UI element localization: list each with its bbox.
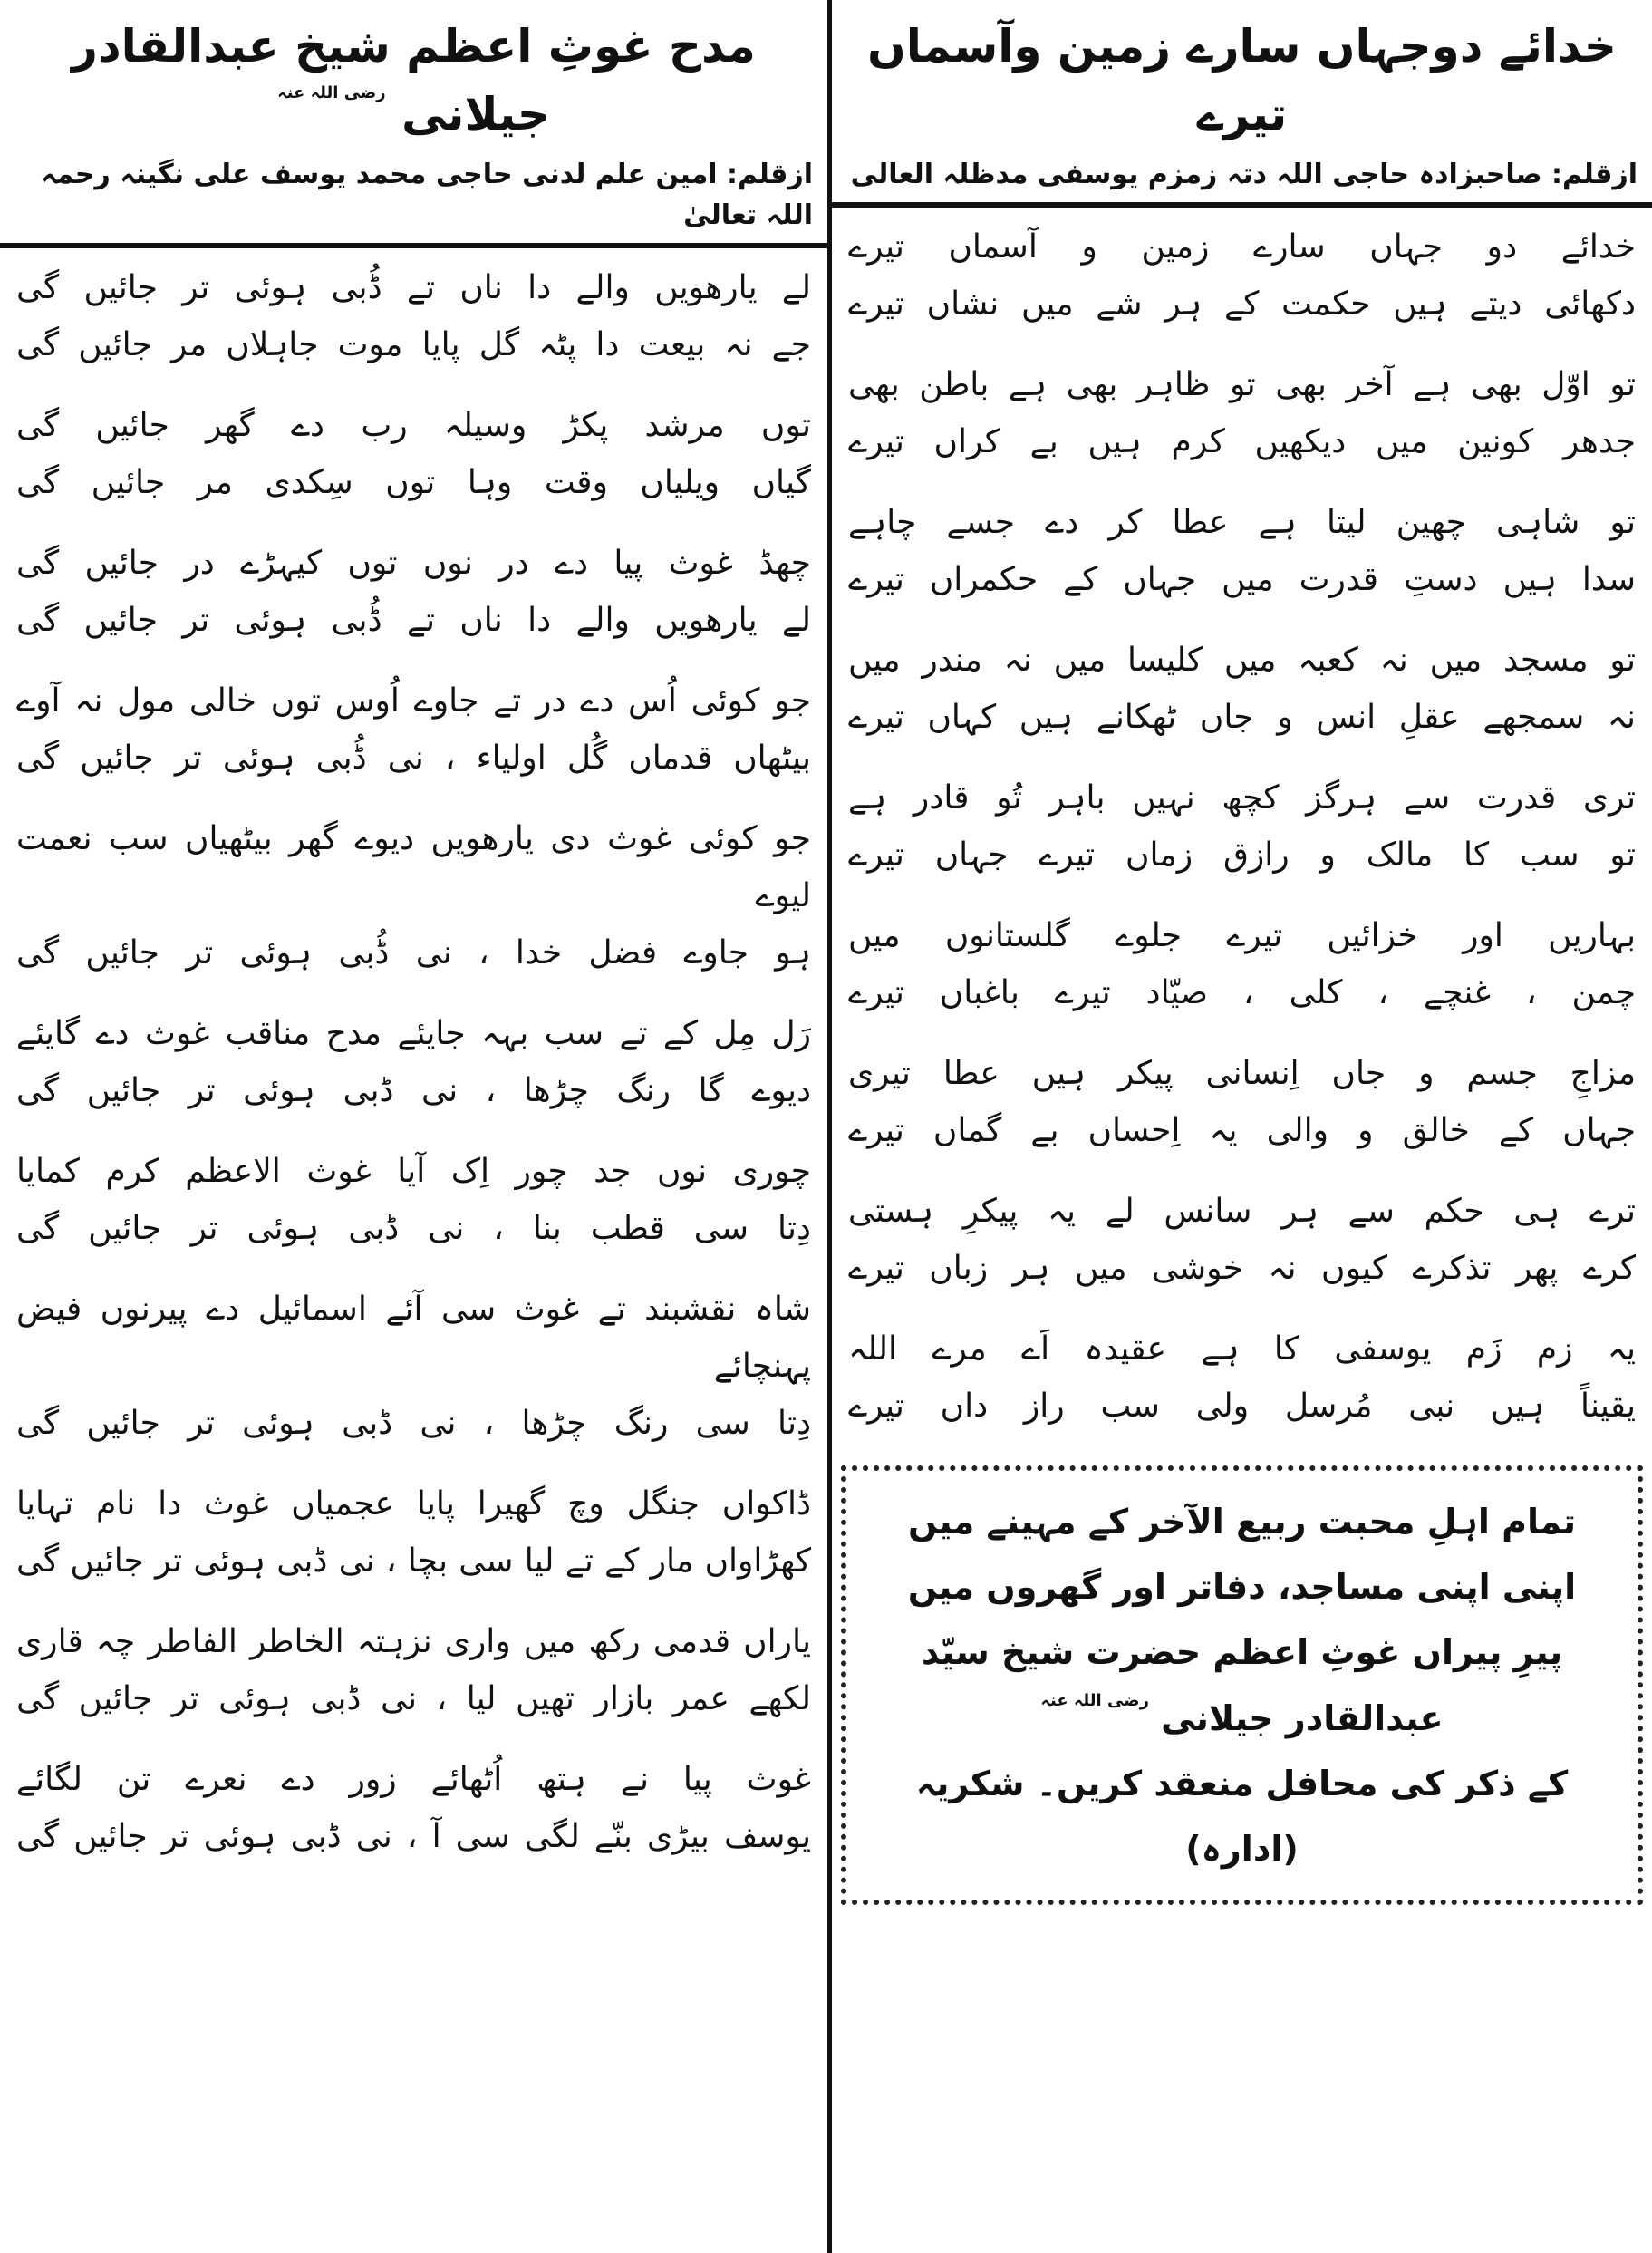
verse-line-first: تو شاہی چھین لیتا ہے عطا کر دے جسے چاہے	[848, 504, 1636, 541]
poem-byline: ازقلم: امین علم لدنی حاجی محمد یوسف علی نگینہ رحمہ اللہ تعالیٰ	[41, 159, 813, 231]
notice-line: کے ذکر کی محافل منعقد کریں۔ شکریہ (ادارہ)	[915, 1763, 1569, 1869]
verse-line-first: مزاجِ جسم و جاں اِنسانی پیکر ہیں عطا تیری	[848, 1055, 1636, 1092]
couplet	[16, 672, 811, 787]
verse-line-first: تو مسجد میں نہ کعبہ میں کلیسا میں نہ مندر میں	[848, 642, 1636, 679]
couplet	[16, 259, 811, 373]
verse-line-second: ہو جاوے فضل خدا ، نی ڈُبی ہوئی تر جائیں گی	[16, 934, 811, 972]
verse-line-first: چوری نوں جد چور اِک آیا غوث الاعظم کرم کمایا	[16, 1153, 811, 1190]
verse-line-second: دیوے گا رنگ چڑھا ، نی ڈبی ہوئی تر جائیں گی	[16, 1072, 811, 1109]
verse-line-second: دِتا سی رنگ چڑھا ، نی ڈبی ہوئی تر جائیں گی	[16, 1405, 811, 1442]
couplet	[16, 1613, 811, 1727]
verse-line-first: بہاریں اور خزائیں تیرے جلوے گلستانوں میں	[848, 917, 1636, 954]
verse-line-second: گیاں ویلیاں وقت وہا توں سِکدی مر جائیں گی	[16, 464, 811, 501]
couplet	[848, 632, 1636, 746]
verse-line-first: غوث پیا نے ہتھ اُٹھائے زور دے نعرے تن لگائے	[16, 1761, 811, 1798]
notice-line-text: پیرِ پیراں غوثِ اعظم حضرت شیخ سیّد عبدالقادر جیلانی	[921, 1632, 1563, 1738]
verse-line-first: تری قدرت سے ہرگز کچھ نہیں باہر تُو قادر ہے	[848, 779, 1636, 817]
verse-line-first: یاراں قدمی رکھ میں واری نزہتہ الخاطر الفاطر چہ قاری	[16, 1623, 811, 1660]
couplet	[848, 1320, 1636, 1435]
verse-line-second: یقیناً ہیں نبی مُرسل ولی سب راز داں تیرے	[848, 1388, 1636, 1425]
notice-line	[859, 1620, 1625, 1750]
verse-line-second: کرے پھر تذکرے کیوں نہ خوشی میں ہر زباں تیرے	[848, 1250, 1636, 1287]
couplet	[848, 494, 1636, 608]
verse-line-second: دکھائی دیتے ہیں حکمت کے ہر شے میں نشاں تیرے	[848, 285, 1636, 323]
verse-line-second: بیٹھاں قدماں گُل اولیاء ، نی ڈُبی ہوئی تر جائیں گی	[16, 740, 811, 777]
honorific: رضی اللہ عنہ	[277, 83, 386, 102]
verse-line-second: جے نہ بیعت دا پٹہ گل پایا موت جاہلاں مر جائیں گی	[16, 326, 811, 363]
verse-line-first: رَل مِل کے تے سب بہہ جایئے مدح مناقب غوث دے گایئے	[16, 1015, 811, 1052]
verse-line-second: چمن ، غنچے ، کلی ، صیّاد تیرے باغباں تیرے	[848, 974, 1636, 1011]
couplet	[848, 1045, 1636, 1159]
couplet	[16, 810, 811, 981]
verse-line-second: نہ سمجھے عقلِ انس و جاں ٹھکانے ہیں کہاں تیرے	[848, 699, 1636, 736]
couplet	[16, 1005, 811, 1119]
verses	[832, 208, 1652, 1458]
verse-line-first: لے یارھویں والے دا ناں تے ڈُبی ہوئی تر جائیں گی	[16, 269, 811, 306]
poem-byline: ازقلم: صاحبزادہ حاجی اللہ دتہ زمزم یوسفی مدظلہ العالی	[850, 159, 1638, 190]
verse-line-first: خدائے دو جہاں سارے زمین و آسماں تیرے	[848, 228, 1636, 266]
verse-line-second: جدھر کونین میں دیکھیں کرم ہیں بے کراں تیرے	[848, 423, 1636, 460]
couplet	[16, 1143, 811, 1257]
verse-line-second: لے یارھویں والے دا ناں تے ڈُبی ہوئی تر جائیں گی	[16, 602, 811, 639]
couplet	[16, 1751, 811, 1865]
poem-title: خدائے دوجہاں سارے زمین وآسماں تیرے	[867, 20, 1617, 140]
right-column-poem	[827, 0, 1652, 2253]
poem-header	[0, 0, 827, 248]
verse-line-first: یہ زم زَم یوسفی کا ہے عقیدہ اَے مرے اللہ	[848, 1330, 1636, 1368]
couplet	[16, 1475, 811, 1590]
verse-line-second: لکھے عمر بازار تھیں لیا ، نی ڈبی ہوئی تر جائیں گی	[16, 1680, 811, 1717]
verse-line-first: توں مرشد پکڑ وسیلہ رب دے گھر جائیں گی	[16, 407, 811, 444]
verse-line-second: جہاں کے خالق و والی یہ اِحساں بے گماں تیرے	[848, 1112, 1636, 1149]
honorific: رضی اللہ عنہ	[1040, 1690, 1149, 1710]
verse-line-first: تو اوّل بھی ہے آخر بھی تو ظاہر بھی ہے باطن بھی	[848, 366, 1636, 403]
verses	[0, 248, 827, 1889]
verse-line-first: جو کوئی غوث دی یارھویں دیوے گھر بیٹھیاں سب نعمت لیوے	[16, 820, 811, 914]
poem-title-text: مدح غوثِ اعظم شیخ عبدالقادر جیلانی	[72, 20, 756, 140]
verse-line-first: ڈاکواں جنگل وچ گھیرا پایا عجمیاں غوث دا نام تہایا	[16, 1485, 811, 1523]
couplet	[16, 1281, 811, 1452]
couplet	[848, 907, 1636, 1021]
verse-line-second: کھڑاواں مار کے تے لیا سی بچا ، نی ڈبی ہوئی تر جائیں گی	[16, 1542, 811, 1580]
couplet	[16, 397, 811, 511]
couplet	[16, 535, 811, 649]
couplet	[848, 356, 1636, 470]
poem-title	[14, 13, 813, 149]
verse-line-first: ترے ہی حکم سے ہر سانس لے یہ پیکرِ ہستی	[848, 1193, 1636, 1230]
verse-line-first: چھڈ غوث پیا دے در نوں توں کیہڑے در جائیں گی	[16, 545, 811, 582]
couplet	[848, 1183, 1636, 1297]
notice-line: تمام اہلِ محبت ربیع الآخر کے مہینے میں	[908, 1502, 1576, 1542]
verse-line-second: تو سب کا مالک و رازق زماں تیرے جہاں تیرے	[848, 836, 1636, 874]
couplet	[848, 218, 1636, 333]
notice-box	[841, 1465, 1643, 1905]
notice-line: اپنی اپنی مساجد، دفاتر اور گھروں میں	[907, 1567, 1577, 1608]
verse-line-first: شاہ نقشبند تے غوث سی آئے اسمائیل دے پیرنوں فیض پہنچائے	[16, 1291, 811, 1385]
verse-line-second: یوسف بیڑی بنّے لگی سی آ ، نی ڈبی ہوئی تر جائیں گی	[16, 1818, 811, 1855]
verse-line-second: سدا ہیں دستِ قدرت میں جہاں کے حکمراں تیرے	[848, 561, 1636, 598]
couplet	[848, 769, 1636, 884]
verse-line-first: جو کوئی اُس دے در تے جاوے اُوس توں خالی مول نہ آوے	[16, 682, 811, 720]
poem-header	[832, 0, 1652, 208]
verse-line-second: دِتا سی قطب بنا ، نی ڈبی ہوئی تر جائیں گی	[16, 1210, 811, 1247]
